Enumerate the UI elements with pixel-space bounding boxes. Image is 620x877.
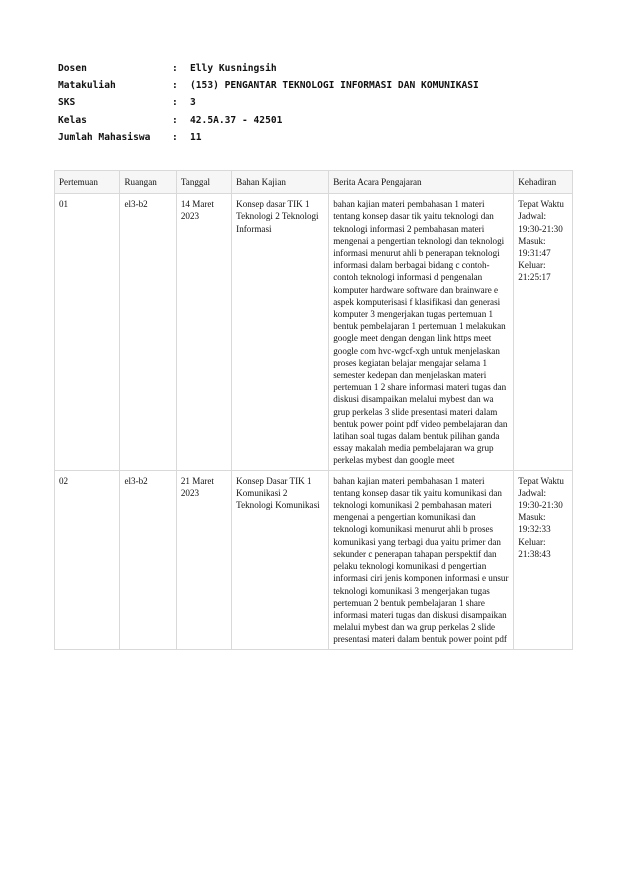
column-header-pertemuan: Pertemuan [55,171,120,194]
bahan-kajian-cell: Konsep dasar TIK 1 Teknologi 2 Teknologi Informasi [232,194,329,470]
document-header [58,60,479,146]
header-row-kelas [58,112,479,129]
jadwal-label: Jadwal: [518,211,547,222]
kehadiran-cell [514,470,573,649]
masuk-label: Masuk: [518,235,546,246]
jadwal-label: Jadwal: [518,487,547,498]
dosen-value: Elly Kusningsih [190,63,277,74]
jumlah-mahasiswa-value: 11 [190,131,202,143]
matakuliah-value: (153) PENGANTAR TEKNOLOGI INFORMASI DAN KOMUNIKASI [190,80,479,92]
ruangan-cell: el3-b2 [120,194,176,470]
jadwal-value: 19:30-21:30 [518,223,563,234]
berita-acara-cell: bahan kajian materi pembahasan 1 materi tentang konsep dasar tik yaitu komunikasi dan teknologi komunikasi 2 pembahasan materi mengenai a pengertian komunikasi dan teknologi komunikasi menurut ahli b proses komunikasi yang terbagi dua yaitu primer dan sekunder c penerapan tahapan perspektif dan pelaku teknologi komunikasi d pengertian informasi ciri jenis komponen informasi e unsur teknologi komunikasi 3 mengerjakan tugas pertemuan 2 bentuk pembelajaran 1 share informasi materi tugas dan diskusi disampaikan melalui mybest dan wa grup perkelas 2 slide presentasi materi dalam bentuk power point pdf [329,470,514,649]
column-header-ruangan: Ruangan [120,171,176,194]
masuk-value: 19:32:33 [518,524,551,535]
sks-value: 3 [190,97,196,109]
keluar-label: Keluar: [518,260,546,271]
colon: : [172,131,178,143]
colon: : [172,63,178,74]
dosen-label: Dosen [58,63,87,74]
kehadiran-status: Tepat Waktu [518,199,564,210]
matakuliah-label: Matakuliah [58,80,116,92]
jadwal-value: 19:30-21:30 [518,500,563,511]
bahan-kajian-cell: Konsep Dasar TIK 1 Komunikasi 2 Teknologi Komunikasi [232,470,329,649]
ruangan-cell: el3-b2 [120,470,176,649]
masuk-value: 19:31:47 [518,248,551,259]
pertemuan-cell: 01 [55,194,120,470]
kelas-value: 42.5A.37 - 42501 [190,114,283,126]
keluar-value: 21:25:17 [518,272,551,283]
berita-acara-cell: bahan kajian materi pembahasan 1 materi tentang konsep dasar tik yaitu teknologi dan teknologi informasi 2 pembahasan materi mengenai a pengertian teknologi dan teknologi informasi menurut ahli b penerapan teknologi informasi dalam berbagai bidang c contoh-contoh teknologi informasi d pengenalan komputer hardware software dan brainware e aspek komputerisasi f klasifikasi dan generasi komputer 3 mengerjakan tugas pertemuan 1 bentuk pembelajaran 1 pertemuan 1 melakukan google meet dengan dengan link https meet google com hvc-wgcf-xgh untuk menjelaskan proses kegiatan belajar mengajar selama 1 semester kedepan dan menjelaskan materi pertemuan 1 2 share informasi materi tugas dan diskusi disampaikan melalui mybest dan wa grup perkelas 3 slide presentasi materi dalam bentuk power point pdf video pembelajaran dan latihan soal tugas dalam bentuk pilihan ganda essay makalah media pembelajaran wa grup perkelas mybest dan google meet [329,194,514,470]
header-row-sks [58,94,479,111]
attendance-table [54,170,573,650]
tanggal-cell: 14 Maret 2023 [176,194,231,470]
pertemuan-cell: 02 [55,470,120,649]
table-header-row [55,171,573,194]
kehadiran-cell [514,194,573,470]
tanggal-cell: 21 Maret 2023 [176,470,231,649]
column-header-kehadiran: Kehadiran [514,171,573,194]
table-row [55,194,573,470]
keluar-label: Keluar: [518,536,546,547]
masuk-label: Masuk: [518,512,546,523]
jumlah-mahasiswa-label: Jumlah Mahasiswa [58,131,151,143]
header-row-dosen [58,60,479,77]
colon: : [172,97,178,109]
colon: : [172,80,178,92]
table-row [55,470,573,649]
sks-label: SKS [58,97,76,109]
keluar-value: 21:38:43 [518,548,551,559]
column-header-bahan-kajian: Bahan Kajian [232,171,329,194]
colon: : [172,114,178,126]
header-row-matakuliah [58,77,479,94]
column-header-berita-acara: Berita Acara Pengajaran [329,171,514,194]
kehadiran-status: Tepat Waktu [518,475,564,486]
column-header-tanggal: Tanggal [176,171,231,194]
header-row-jumlah-mahasiswa [58,129,479,146]
kelas-label: Kelas [58,114,87,126]
